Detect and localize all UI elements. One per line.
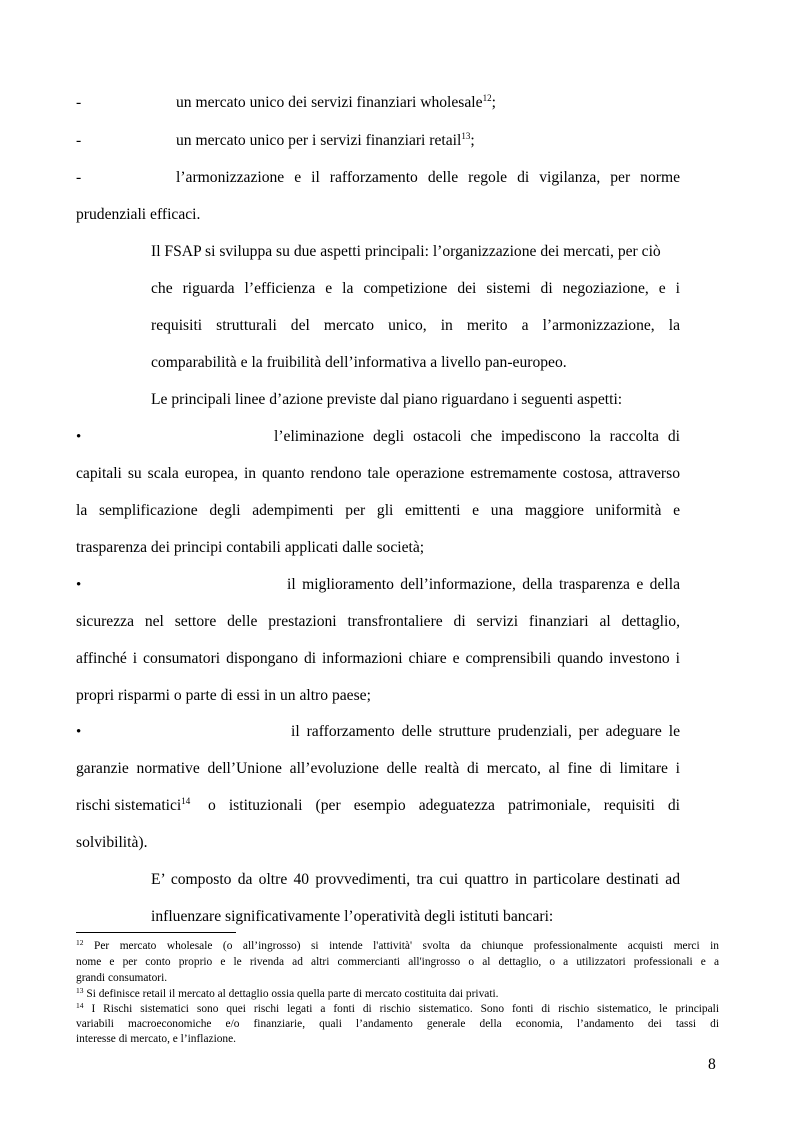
bullet-item-first-line: il rafforzamento delle strutture prudenziali, per adeguare le	[291, 723, 680, 740]
paragraph-line: Il FSAP si sviluppa su due aspetti principali: l’organizzazione dei mercati, per ciò	[151, 243, 661, 260]
footnote-line: $^{14}$ I Rischi sistematici sono quei rischi legati a fonti di rischio sistematico. Sono fonti di rischio sistematico, le principali	[76, 1001, 719, 1015]
bullet-item-first-line: l’eliminazione degli ostacoli che impediscono la raccolta di	[274, 428, 680, 445]
bullet-item-line: la semplificazione degli adempimenti per gli emittenti e una maggiore uniformità e	[76, 502, 680, 519]
footnote-ref[interactable]: 12	[482, 93, 492, 103]
bullet-marker: •	[76, 429, 82, 445]
footnote-ref[interactable]: 14	[181, 796, 191, 806]
paragraph-line: E’ composto da oltre 40 provvedimenti, tra cui quattro in particolare destinati ad	[151, 871, 680, 888]
bullet-item-line: garanzie normative dell’Unione all’evoluzione delle realtà di mercato, al fine di limitare i	[76, 760, 680, 777]
paragraph-line: influenzare significativamente l’operatività degli istituti bancari:	[151, 908, 554, 925]
footnote-ref[interactable]: 13	[461, 131, 471, 141]
paragraph-line: requisiti strutturali del mercato unico, in merito a l’armonizzazione, la	[151, 317, 680, 334]
footnote-line: $^{12}$ Per mercato wholesale (o all’ingrosso) si intende l'attività' svolta da chiunque professionalmente acquisti merci in	[76, 938, 719, 952]
footnote-line: $^{13}$ Si definisce retail il mercato al dettaglio ossia quella parte di mercato costituita dai privati.	[76, 986, 499, 1000]
list-item: un mercato unico per i servizi finanziari retail$^{13}$;	[176, 131, 475, 149]
bullet-item-line: rischi sistematici$^{14}$ o istituzionali (per esempio adeguatezza patrimoniale, requisiti di	[76, 796, 680, 814]
footnote-number: 14	[76, 1001, 84, 1010]
footnote-number: 12	[76, 938, 84, 947]
bullet-item-line: capitali su scala europea, in quanto rendono tale operazione estremamente costosa, attraverso	[76, 465, 680, 482]
list-dash-marker: -	[76, 169, 82, 186]
list-item-continuation: prudenziali efficaci.	[76, 206, 201, 223]
footnote-line: variabili macroeconomiche e/o finanziarie, quali l’andamento generale della economia, l’andamento dei tassi di	[76, 1018, 719, 1030]
list-item: l’armonizzazione e il rafforzamento delle regole di vigilanza, per norme	[176, 169, 680, 186]
bullet-marker: •	[76, 577, 82, 593]
footnote-line: nome e per conto proprio e le rivenda ad altri commercianti all'ingrosso o al dettaglio, o a utilizzatori professionali e a	[76, 956, 719, 968]
footnote-separator	[76, 932, 236, 933]
bullet-item-line: affinché i consumatori dispongano di informazioni chiare e comprensibili quando investono i	[76, 650, 680, 667]
bullet-item-line: propri risparmi o parte di essi in un altro paese;	[76, 687, 371, 704]
paragraph-line: comparabilità e la fruibilità dell’informativa a livello pan-europeo.	[151, 354, 567, 371]
list-dash-marker: -	[76, 132, 82, 149]
list-item: un mercato unico dei servizi finanziari wholesale$^{12}$;	[176, 93, 496, 111]
bullet-item-line: trasparenza dei principi contabili applicati dalle società;	[76, 539, 425, 556]
footnote-number: 13	[76, 986, 84, 995]
page-number: 8	[708, 1056, 716, 1073]
list-dash-marker: -	[76, 94, 82, 111]
paragraph-line: Le principali linee d’azione previste dal piano riguardano i seguenti aspetti:	[151, 391, 623, 408]
footnote-line: interesse di mercato, e l’inflazione.	[76, 1033, 237, 1045]
footnote-line: grandi consumatori.	[76, 972, 168, 984]
paragraph-line: che riguarda l’efficienza e la competizione dei sistemi di negoziazione, e i	[151, 280, 680, 297]
bullet-item-first-line: il miglioramento dell’informazione, della trasparenza e della	[287, 576, 680, 593]
bullet-item-line: solvibilità).	[76, 834, 148, 851]
bullet-item-line: sicurezza nel settore delle prestazioni transfrontaliere di servizi finanziari al dettaglio,	[76, 613, 680, 630]
bullet-marker: •	[76, 724, 82, 740]
